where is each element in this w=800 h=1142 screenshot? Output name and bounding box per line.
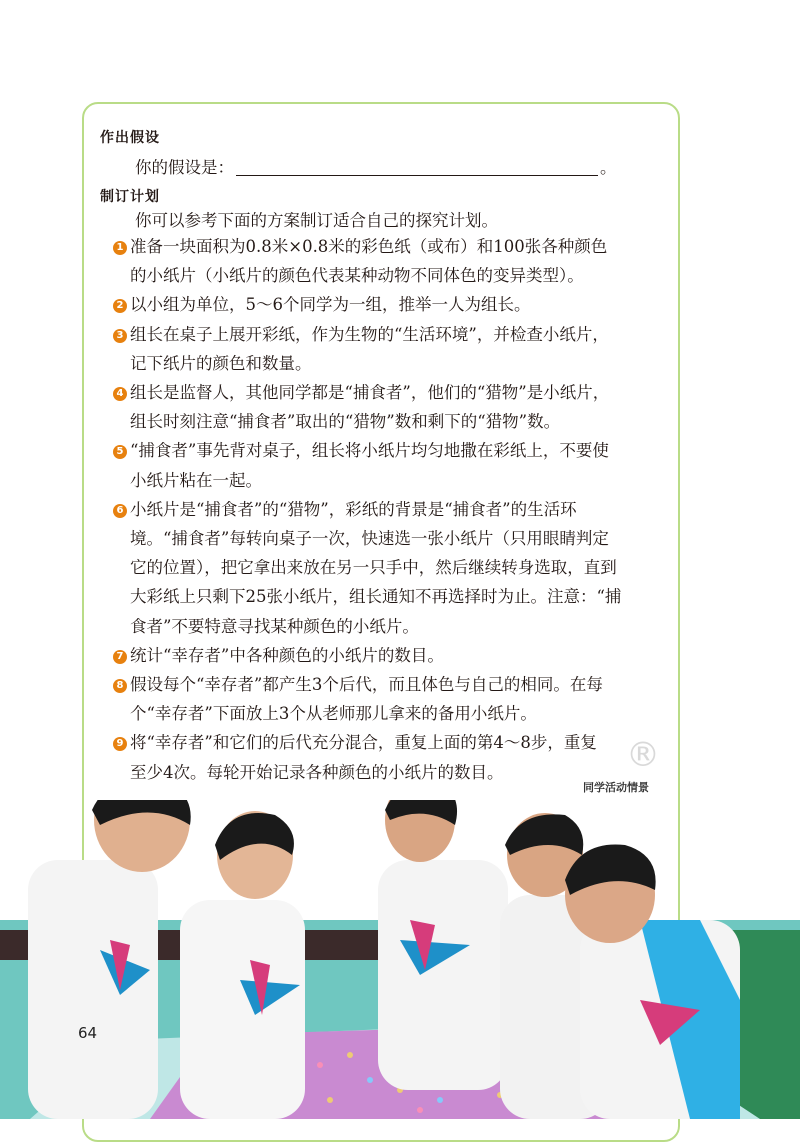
step-8-line — [130, 699, 690, 728]
step-text: “捕食者”事先背对桌子，组长将小纸片均匀地撒在彩纸上，不要使 — [130, 441, 609, 461]
page-number: 64 — [78, 1024, 98, 1042]
step-6-line — [130, 612, 690, 641]
step-text: 食者”不要特意寻找某种颜色的小纸片。 — [130, 616, 419, 636]
step-text: 以小组为单位，5～6个同学为一组，推举一人为组长。 — [130, 295, 531, 315]
step-number-badge: 8 — [113, 679, 127, 693]
step-1-line — [113, 232, 673, 261]
hypothesis-end: 。 — [600, 158, 617, 177]
step-4-line — [113, 378, 673, 407]
step-4-line — [130, 407, 690, 436]
step-text: 准备一块面积为0.8米×0.8米的彩色纸（或布）和100张各种颜色 — [130, 237, 608, 256]
hypothesis-prompt: 你的假设是： — [135, 158, 234, 177]
registered-mark: ® — [626, 735, 660, 775]
step-6-line — [130, 524, 690, 553]
step-text: 组长是监督人，其他同学都是“捕食者”，他们的“猎物”是小纸片， — [130, 383, 610, 402]
step-number-badge: 1 — [113, 241, 127, 255]
step-number-badge: 2 — [113, 299, 127, 313]
step-9-line — [113, 728, 673, 757]
step-3-line — [113, 320, 673, 349]
step-text: 至少4次。每轮开始记录各种颜色的小纸片的数目。 — [130, 762, 504, 782]
step-text: 它的位置），把它拿出来放在另一只手中，然后继续转身选取，直到 — [130, 558, 617, 578]
photo-caption: 同学活动情景 — [583, 781, 649, 794]
step-5-line — [130, 466, 690, 495]
hypothesis-line — [135, 153, 695, 182]
step-text: 境。“捕食者”每转向桌子一次，快速选一张小纸片（只用眼睛判定 — [130, 529, 609, 548]
step-text: 大彩纸上只剩下25张小纸片，组长通知不再选择时为止。注意：“捕 — [130, 587, 622, 607]
step-5-line — [113, 436, 673, 465]
step-text: 的小纸片（小纸片的颜色代表某种动物不同体色的变异类型）。 — [130, 266, 584, 286]
hypothesis-heading: 作出假设 — [100, 130, 160, 146]
step-6-line — [113, 495, 673, 524]
step-text: 组长在桌子上展开彩纸，作为生物的“生活环境”，并检查小纸片， — [130, 324, 609, 344]
activity-photo — [0, 800, 800, 1119]
step-text: 将“幸存者”和它们的后代充分混合，重复上面的第4～8步，重复 — [130, 733, 597, 753]
plan-heading: 制订计划 — [100, 189, 160, 205]
step-2-line — [113, 290, 673, 319]
step-text: 假设每个“幸存者”都产生3个后代，而且体色与自己的相同。在每 — [130, 675, 603, 694]
step-number-badge: 9 — [113, 737, 127, 751]
step-1-line — [130, 261, 690, 290]
step-number-badge: 7 — [113, 650, 127, 664]
step-text: 小纸片粘在一起。 — [130, 470, 262, 490]
plan-intro: 你可以参考下面的方案制订适合自己的探究计划。 — [135, 211, 498, 230]
step-text: 统计“幸存者”中各种颜色的小纸片的数目。 — [130, 645, 444, 665]
step-7-line — [113, 641, 673, 670]
step-text: 小纸片是“捕食者”的“猎物”，彩纸的背景是“捕食者”的生活环 — [130, 499, 577, 519]
step-number-badge: 3 — [113, 329, 127, 343]
step-number-badge: 6 — [113, 504, 127, 518]
step-6-line — [130, 582, 690, 611]
step-number-badge: 5 — [113, 445, 127, 459]
step-text: 记下纸片的颜色和数量。 — [130, 353, 312, 373]
step-text: 个“幸存者”下面放上3个从老师那儿拿来的备用小纸片。 — [130, 704, 537, 724]
hypothesis-answer-blank[interactable] — [236, 175, 598, 176]
step-3-line — [130, 349, 690, 378]
step-8-line — [113, 670, 673, 699]
step-6-line — [130, 553, 690, 582]
activity-photo-illustration — [0, 800, 800, 1119]
step-text: 组长时刻注意“捕食者”取出的“猎物”数和剩下的“猎物”数。 — [130, 412, 561, 432]
step-number-badge: 4 — [113, 387, 127, 401]
